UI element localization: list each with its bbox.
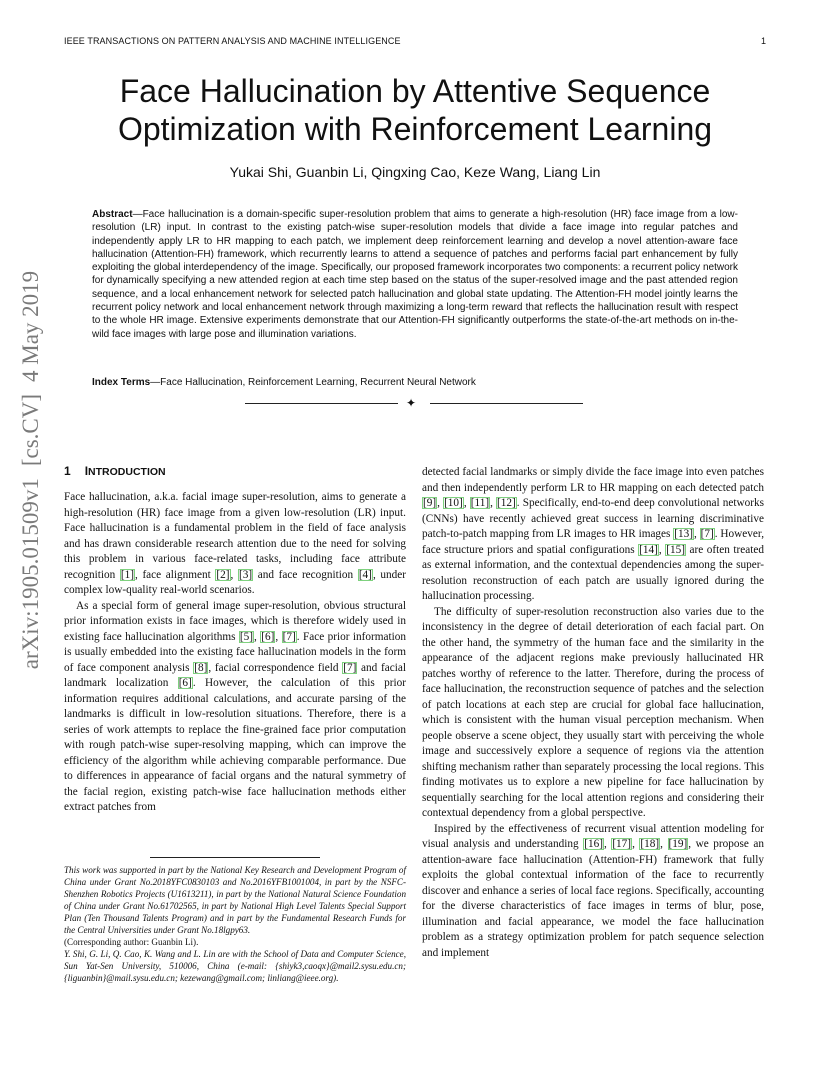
footnote-rule [150,857,320,858]
separator-diamond-icon: ✦ [406,396,417,410]
text-run: , [632,838,640,850]
intro-paragraph-4: The difficulty of super-resolution reconstruction also varies due to the inconsistency in the degree of detail deterioration of each facial part. On the other hand, the symmetry of the human face and the similarity in the appearance of the adjacent regions make previously hallucinated HR patches worthy of reference to the latter. Therefore, during the process of face hallucination, the reconstruction sequence of patches and the selection of patch locations at each step are crucial for global face hallucination, which is consistent with the human visual perception mechanism. When people observe a scene object, they usually start with perceiving the whole image and successively explore a sequence of regions via the attention shifting mechanism rather than separately processing the local regions. This finding motivates us to explore a new pipeline for face hallucination by sequentially searching for the local attention regions and considering their contextual dependency from a global perspective. [422,605,764,819]
footnote-funding: This work was supported in part by the National Key Research and Development Program of China under Grant No.2018YFC0830103 and No.2016YFB1001004, in part by the NSFC-Shenzhen Robotics Projects (U1613211), in part by the National Natural Science Foundation of China under Grant No.61702565, in part by National High Level Talents Special Support Plan (Ten Thousand Talents Program) and in part by the Fundamental Research Funds for the Central Universities under Grant No.18lgpy63. [64,865,406,936]
intro-paragraph-2 [64,599,406,816]
text-run: . However, the calculation of this prior information requires additional calculations, and accurate parsing of the landmarks is difficult in low-resolution situations. Therefore, there is a series of work attempts to replace the fine-grained face prior computation with rough patch-wise super-resolving mapping, which can improve the efficiency of the algorithm while achieving comparable performance. Due to differences in appearance of facial organs and the natural symmetry of the facial region, existing patch-wise face hallucination methods either extract patches from [64,677,406,813]
citation-link[interactable]: [7] [282,630,296,643]
citation-link[interactable]: [16] [584,838,603,850]
citation-link[interactable]: [18] [640,838,660,850]
citation-link[interactable]: [17] [612,838,632,850]
citation-link[interactable]: [12] [497,497,516,509]
text-run: . However, face structure priors and spatial configurations [422,528,765,556]
text-run: , [463,497,470,509]
title-line-2: Optimization with Reinforcement Learning [117,111,713,147]
citation-link[interactable]: [6] [261,630,275,643]
text-run: , [603,838,612,850]
text-run: , [254,630,261,643]
abstract [92,208,738,341]
citation-link[interactable]: [7] [343,661,357,674]
title-line-1: Face Hallucination by Attentive Sequence [119,73,711,109]
citation-link[interactable]: [6] [178,677,192,689]
citation-link[interactable]: [7] [700,528,714,540]
index-terms [92,376,738,389]
text-run: , [694,528,700,540]
author-list: Yukai Shi, Guanbin Li, Qingxing Cao, Keze Wang, Liang Lin [229,164,601,180]
arxiv-date: 4 May 2019 [18,270,43,382]
citation-link[interactable]: [15] [666,543,685,556]
intro-paragraph-1 [64,490,406,599]
index-terms-text: —Face Hallucination, Reinforcement Learning, Recurrent Neural Network [150,377,476,388]
footnote-corresponding-author: (Corresponding author: Guanbin Li). [64,937,199,948]
intro-paragraph-3 [422,465,764,605]
arxiv-category: [cs.CV] [18,393,43,467]
arxiv-id: arXiv:1905.01509v1 [18,478,43,670]
text-run: , [230,568,238,581]
text-run: and facial landmark localization [64,661,406,689]
section-number: 1 [64,464,71,478]
text-run: and face recognition [253,568,358,581]
citation-link[interactable]: [19] [668,838,688,850]
section-title-initial: I [84,464,89,478]
text-run: are often treated as external information, and the contextual dependencies among the super-resolution reconstruction of each patch are usually ignored during the hallucination processing. [422,543,764,602]
abstract-label: Abstract [92,209,133,220]
text-run: Inspired by the effectiveness of recurrent visual attention modeling for visual analysis and understanding [422,822,764,850]
text-run: , [660,838,668,850]
footnote [64,864,406,984]
citation-link[interactable]: [5] [239,630,254,643]
running-header: IEEE TRANSACTIONS ON PATTERN ANALYSIS AND MACHINE INTELLIGENCE [64,36,401,46]
text-run: , [658,543,666,556]
text-run: , face alignment [135,568,216,581]
separator-rule-left [245,403,398,404]
left-column [64,465,406,816]
citation-link[interactable]: [9] [423,497,437,509]
footnote-affiliation: Y. Shi, G. Li, Q. Cao, K. Wang and L. Lin are with the School of Data and Computer Science, Sun Yat-Sen University, 510006, China (e-mail: {shiyk3,caoqx}@mail2.sysu.edu.cn; {liguanbin}@mail.sysu.edu.cn; kezewang@gmail.com; linliang@ieee.org). [64,949,406,984]
text-run: As a special form of general image super-resolution, obvious structural prior information exists in face images, which is therefore widely used in existing face hallucination algorithms [64,599,406,643]
text-run: , [490,497,497,509]
citation-link[interactable]: [3] [238,568,253,581]
citation-link[interactable]: [14] [639,543,658,556]
section-title-rest: NTRODUCTION [88,466,166,478]
arxiv-stamp[interactable] [18,270,48,670]
citation-link[interactable]: [11] [470,497,490,509]
text-run: , facial correspondence field [208,661,343,674]
text-run: , we propose an attention-aware face hallucination (Attention-FH) framework that fully exploits the global contextual information of the face to recurrently discover and enhance a series of local face regions. Specifically, accounting for the diverse characteristics of face images in terms of blur, pose, illumination and facial appearance, we model the face hallucination problem as a strategy optimization problem for patch sequence selection and implement [422,838,765,959]
text-run: , [437,497,444,509]
text-run: , [275,630,282,643]
text-run: . Specifically, end-to-end deep convolutional networks (CNNs) have recently achieved great success in learning discriminative patch-to-patch mapping from LR images to HR images [422,497,765,540]
citation-link[interactable]: [1] [120,568,134,581]
citation-link[interactable]: [10] [444,497,463,509]
index-terms-label: Index Terms [92,377,151,388]
section-heading-introduction [64,465,406,478]
citation-link[interactable]: [8] [194,661,208,674]
text-run: . Face prior information is usually embedded into the existing face hallucination models in the form of face component analysis [64,630,407,674]
text-run: , under complex low-quality real-world scenarios. [64,568,406,596]
right-column [422,465,764,961]
citation-link[interactable]: [2] [216,568,230,581]
page-number: 1 [760,36,766,46]
text-run: detected facial landmarks or simply divide the face image into even patches and then independently perform LR to HR mapping on each detected patch [422,466,764,494]
intro-paragraph-5 [422,822,764,962]
separator-rule-right [430,403,583,404]
paper-title [80,72,750,148]
citation-link[interactable]: [13] [674,528,694,540]
text-run: Face hallucination, a.k.a. facial image super-resolution, aims to generate a high-resolution (HR) face image from a given low-resolution (LR) input. Face hallucination is a fundamental problem in the field of face analysis and has drawn considerable research attention due to the need for solving this problem in various face-related tasks, including face attribute recognition [64,491,406,581]
abstract-text: —Face hallucination is a domain-specific super-resolution problem that aims to generate a high-resolution (HR) face image from a low-resolution (LR) input. In contrast to the existing patch-wise super-resolution models that divide a face image into regular patches and independently apply LR to HR mapping to each patch, we implement deep reinforcement learning and develop a novel attention-aware face hallucination (Attention-FH) framework, which recurrently learns to attend a sequence of patches and performs facial part enhancement by fully exploiting the global interdependency of the image. Specifically, our proposed framework incorporates two components: a recurrent policy network for dynamically specifying a new attended region at each time step based on the status of the super-resolved image and the past attended region sequence, and a local enhancement network for selected patch hallucination and global state updating. The Attention-FH model jointly learns the recurrent policy network and local enhancement network through maximizing a long-term reward that reflects the hallucination result with respect to the whole HR image. Extensive experiments demonstrate that our Attention-FH significantly outperforms the state-of-the-art methods on in-the-wild face images with large pose and illumination variations. [92,209,738,340]
citation-link[interactable]: [4] [358,568,372,581]
